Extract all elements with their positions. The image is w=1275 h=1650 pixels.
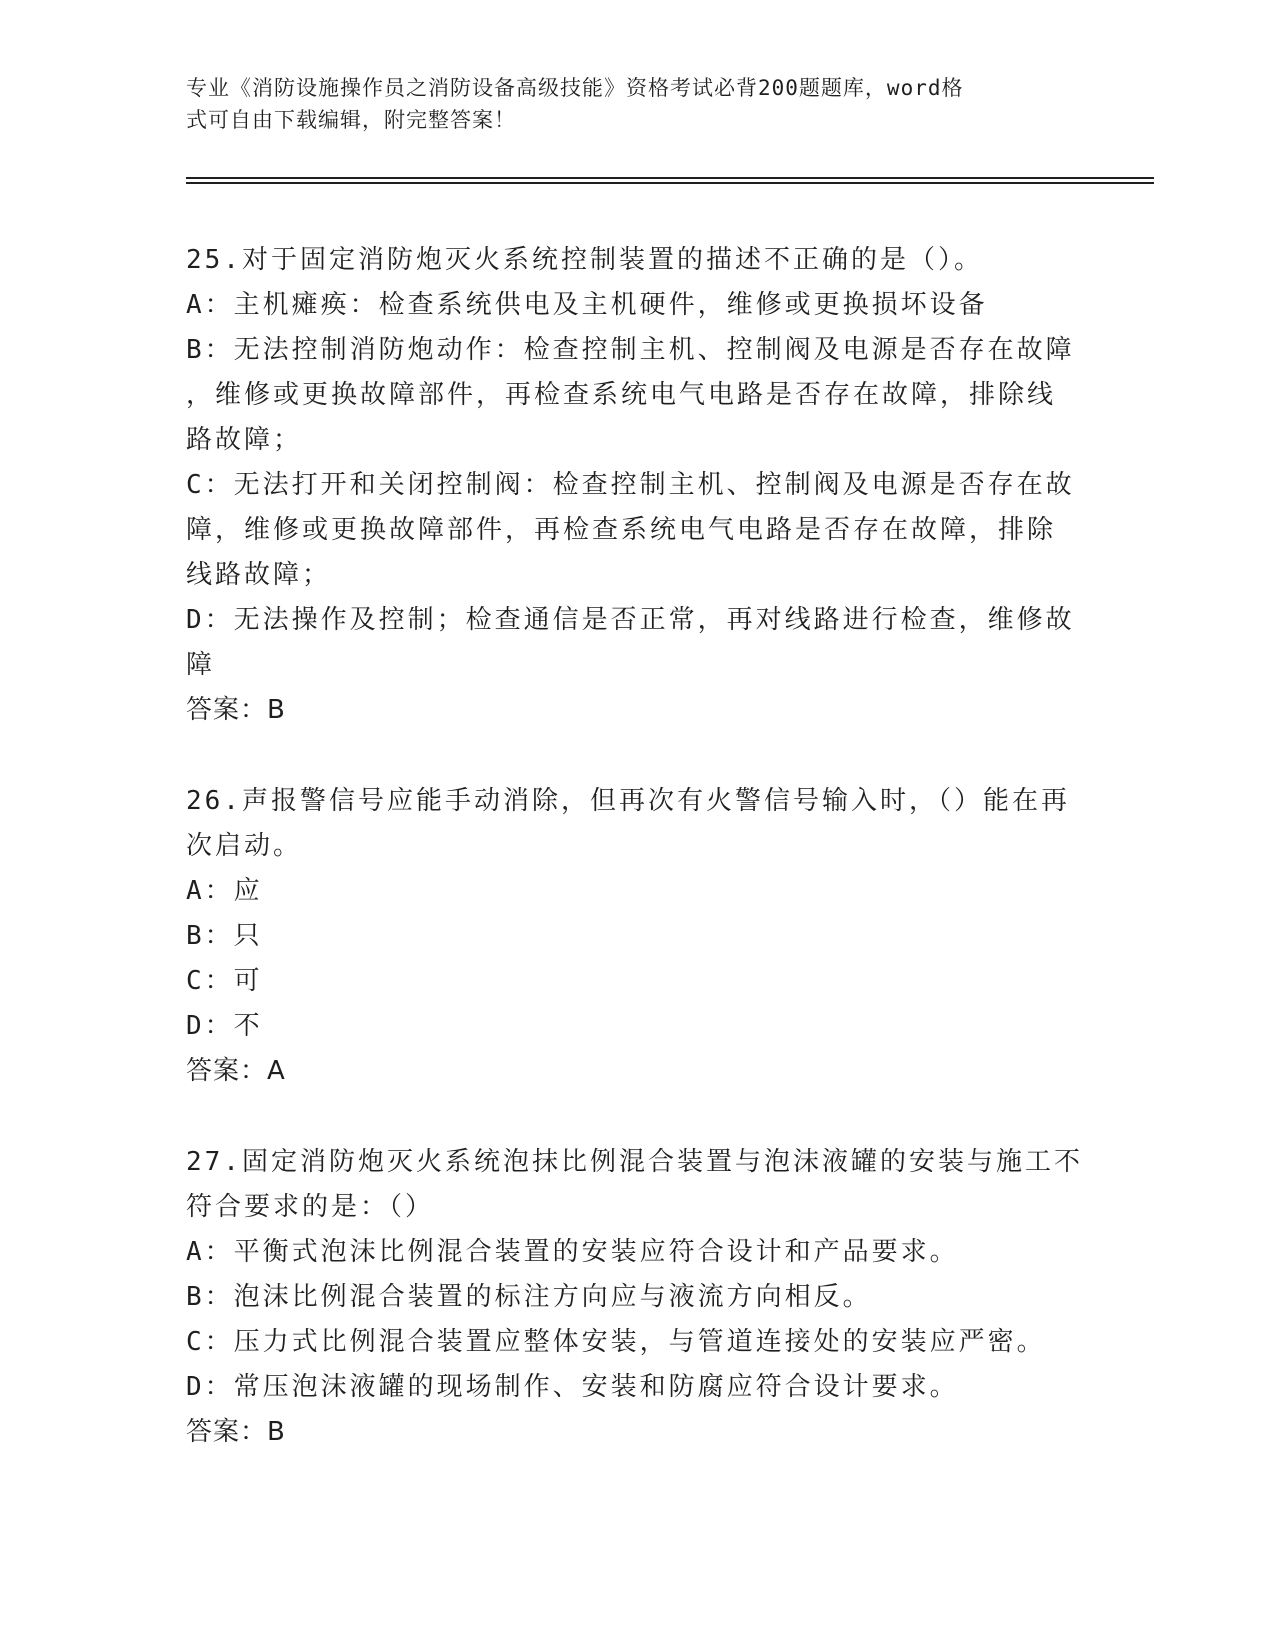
header-line-2: 式可自由下载编辑，附完整答案！: [186, 108, 516, 132]
option-d: D：常压泡沫液罐的现场制作、安装和防腐应符合设计要求。: [186, 1372, 959, 1402]
question-25: [186, 238, 1075, 733]
option-b: B：无法控制消防炮动作：检查控制主机、控制阀及电源是否存在故障: [186, 335, 1075, 365]
document-header: [186, 72, 1066, 136]
question-text: 25.对于固定消防炮灭火系统控制装置的描述不正确的是（）。: [186, 245, 983, 275]
option-b: B：只: [186, 921, 263, 951]
option-a: A：平衡式泡沫比例混合装置的安装应符合设计和产品要求。: [186, 1237, 959, 1267]
option-c-continued: 障，维修或更换故障部件，再检查系统电气电路是否存在故障，排除: [186, 515, 1057, 545]
question-text: 27.固定消防炮灭火系统泡抹比例混合装置与泡沫液罐的安装与施工不: [186, 1147, 1083, 1177]
option-b-continued: 路故障；: [186, 425, 303, 455]
option-d: D：无法操作及控制；检查通信是否正常，再对线路进行检查，维修故: [186, 605, 1075, 635]
option-d-continued: 障: [186, 650, 216, 680]
question-text-continued: 符合要求的是：（）: [186, 1192, 435, 1222]
answer-label: 答案：A: [186, 1056, 286, 1086]
answer-label: 答案：B: [186, 695, 286, 725]
header-divider-bottom: [186, 182, 1154, 184]
option-d: D：不: [186, 1011, 263, 1041]
header-divider-top: [186, 177, 1154, 179]
option-a: A：主机瘫痪：检查系统供电及主机硬件，维修或更换损坏设备: [186, 290, 988, 320]
question-text: 26.声报警信号应能手动消除，但再次有火警信号输入时，（）能在再: [186, 786, 1070, 816]
header-line-1: 专业《消防设施操作员之消防设备高级技能》资格考试必背200题题库，word格: [186, 76, 964, 100]
option-c: C：无法打开和关闭控制阀：检查控制主机、控制阀及电源是否存在故: [186, 470, 1075, 500]
question-list: [186, 238, 1083, 1501]
question-27: [186, 1140, 1083, 1455]
option-c: C：压力式比例混合装置应整体安装，与管道连接处的安装应严密。: [186, 1327, 1046, 1357]
option-c: C：可: [186, 966, 263, 996]
question-text-continued: 次启动。: [186, 831, 303, 861]
option-b-continued: ，维修或更换故障部件，再检查系统电气电路是否存在故障，排除线: [186, 380, 1057, 410]
question-26: [186, 779, 1070, 1094]
option-c-continued: 线路故障；: [186, 560, 332, 590]
option-b: B：泡沫比例混合装置的标注方向应与液流方向相反。: [186, 1282, 872, 1312]
option-a: A：应: [186, 876, 263, 906]
answer-label: 答案：B: [186, 1417, 286, 1447]
